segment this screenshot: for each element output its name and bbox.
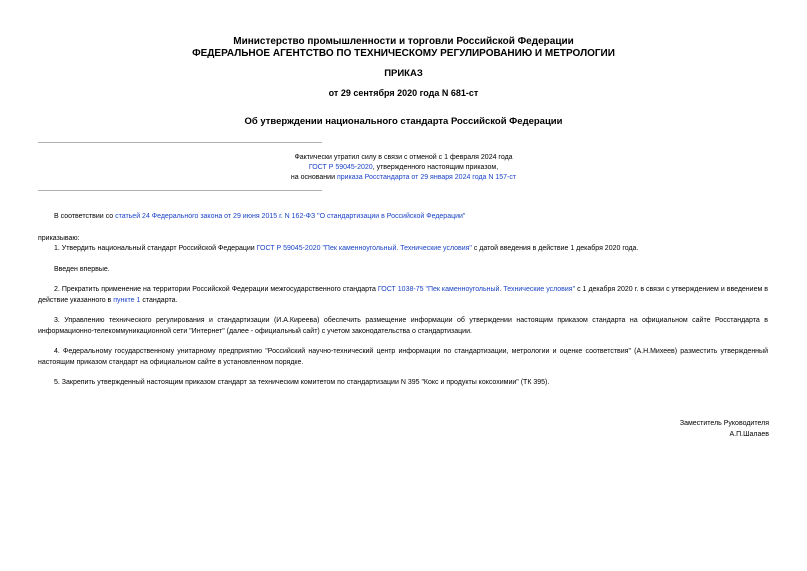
agency-heading: ФЕДЕРАЛЬНОЕ АГЕНТСТВО ПО ТЕХНИЧЕСКОМУ РЕГУЛИРОВАНИЮ И МЕТРОЛОГИИ [192, 48, 615, 59]
item-4: 4. Федеральному государственному унитарному предприятию "Российский научно-технический центр информации по стандартизации, метрологии и оценке соответствия" (А.Н.Михеев) разместить утвержденный настоящим приказом стандарт на официальном сайте в установленном порядке. [38, 348, 768, 366]
ministry-heading: Министерство промышленности и торговли Российской Федерации [233, 36, 574, 47]
status-note-line2: ГОСТ Р 59045-2020, утвержденного настоящим приказом, [308, 164, 499, 171]
page-title: Об утверждении национального стандарта Российской Федерации [244, 116, 563, 127]
gost-link[interactable]: ГОСТ Р 59045-2020 [308, 164, 373, 171]
doc-type-heading: ПРИКАЗ [384, 68, 423, 79]
signature-name: А.П.Шалаев [729, 431, 769, 438]
date-number: от 29 сентября 2020 года N 681-ст [328, 88, 479, 98]
status-note-line1: Фактически утратил силу в связи с отменой с 1 февраля 2024 года [294, 154, 513, 161]
item-2: 2. Прекратить применение на территории Российской Федерации межгосударственного стандарта ГОСТ 1038-75 "Пек каменноугольный. Технические условия" с 1 декабря 2020 г. в связи с утверждением и введением в действие указанного в пункте 1 стандарта. [38, 286, 768, 304]
item-1: 1. Утвердить национальный стандарт Российской Федерации ГОСТ Р 59045-2020 "Пек каменноугольный. Технические условия" с датой введения в действие 1 декабря 2020 года. [54, 245, 639, 252]
divider-top [38, 142, 322, 143]
status-note [0, 153, 807, 183]
gost-1038-link[interactable]: ГОСТ 1038-75 "Пек каменноугольный. Технические условия" [377, 286, 576, 293]
item-5: 5. Закрепить утвержденный настоящим приказом стандарт за техническим комитетом по стандартизации N 395 "Кокс и продукты коксохимии" (ТК 395). [54, 379, 550, 386]
point-1-link[interactable]: пункте 1 [113, 296, 141, 304]
item-3: 3. Управлению технического регулирования и стандартизации (И.А.Киреева) обеспечить размещение информации об утверждении настоящим приказом стандарта на официальном сайте Росстандарта в информационно-телекоммуникационной сети "Интернет" (далее - официальный сайт) с учетом законодательства о стандартизации. [38, 317, 768, 335]
order-word: приказываю: [38, 235, 80, 242]
signature-position: Заместитель Руководителя [679, 420, 769, 427]
status-note-line3: на основании приказа Росстандарта от 29 января 2024 года N 157-ст [290, 174, 517, 181]
first-time-note: Введен впервые. [54, 266, 110, 273]
law-link[interactable]: статьей 24 Федерального закона от 29 июня 2015 г. N 162-ФЗ "О стандартизации в Российской Федерации" [115, 213, 466, 220]
basis-paragraph: В соответствии со статьей 24 Федерального закона от 29 июня 2015 г. N 162-ФЗ "О стандартизации в Российской Федерации" [54, 213, 466, 220]
divider-bottom [38, 190, 322, 191]
order-link[interactable]: приказа Росстандарта от 29 января 2024 года N 157-ст [336, 174, 517, 181]
gost-59045-link[interactable]: ГОСТ Р 59045-2020 "Пек каменноугольный. Технические условия" [256, 245, 472, 252]
